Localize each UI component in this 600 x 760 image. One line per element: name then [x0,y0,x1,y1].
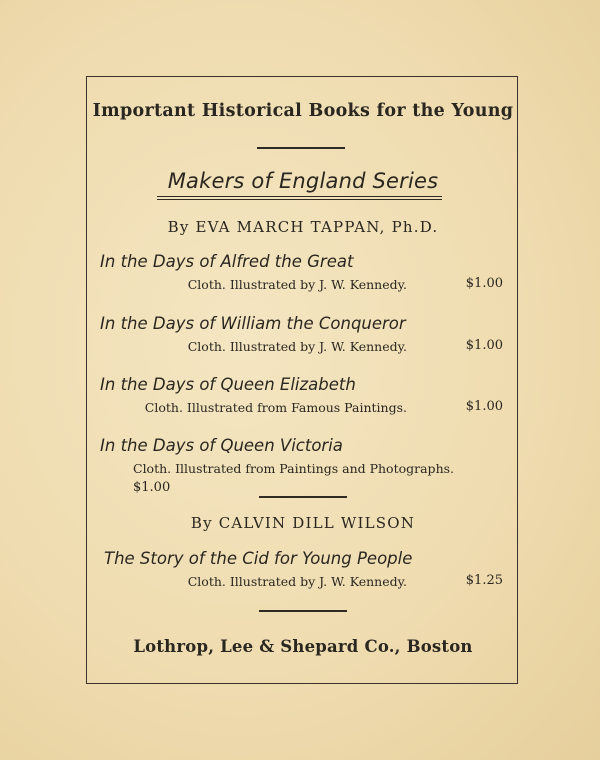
book-title: In the Days of Queen Elizabeth [100,375,356,394]
book-price: $1.00 [465,276,503,291]
page-header: Important Historical Books for the Young [92,101,514,121]
book-title: The Story of the Cid for Young People [104,549,413,568]
book-price: $1.00 [133,480,171,495]
book-title: In the Days of Alfred the Great [100,252,354,271]
book-details: Cloth. Illustrated by J. W. Kennedy. [187,277,407,292]
series-underline-bottom [157,199,442,200]
book-price: $1.00 [465,399,503,414]
series-underline-top [157,196,442,197]
book-details: Cloth. Illustrated from Paintings and Photographs. [133,461,455,476]
book-price: $1.25 [465,573,503,588]
section-rule [259,496,347,498]
advertisement-frame [86,76,518,684]
author-wilson: By CALVIN DILL WILSON [190,514,416,532]
author-tappan: By EVA MARCH TAPPAN, Ph.D. [167,218,439,236]
publisher-footer: Lothrop, Lee & Shepard Co., Boston [133,637,473,656]
book-price: $1.00 [465,338,503,353]
book-title: In the Days of William the Conqueror [100,314,406,333]
series-title: Makers of England Series [167,169,439,193]
book-title: In the Days of Queen Victoria [100,436,343,455]
footer-rule [259,610,347,612]
book-details: Cloth. Illustrated by J. W. Kennedy. [187,339,407,354]
book-details: Cloth. Illustrated from Famous Paintings. [144,400,407,415]
header-rule [257,147,345,149]
book-details: Cloth. Illustrated by J. W. Kennedy. [187,574,407,589]
